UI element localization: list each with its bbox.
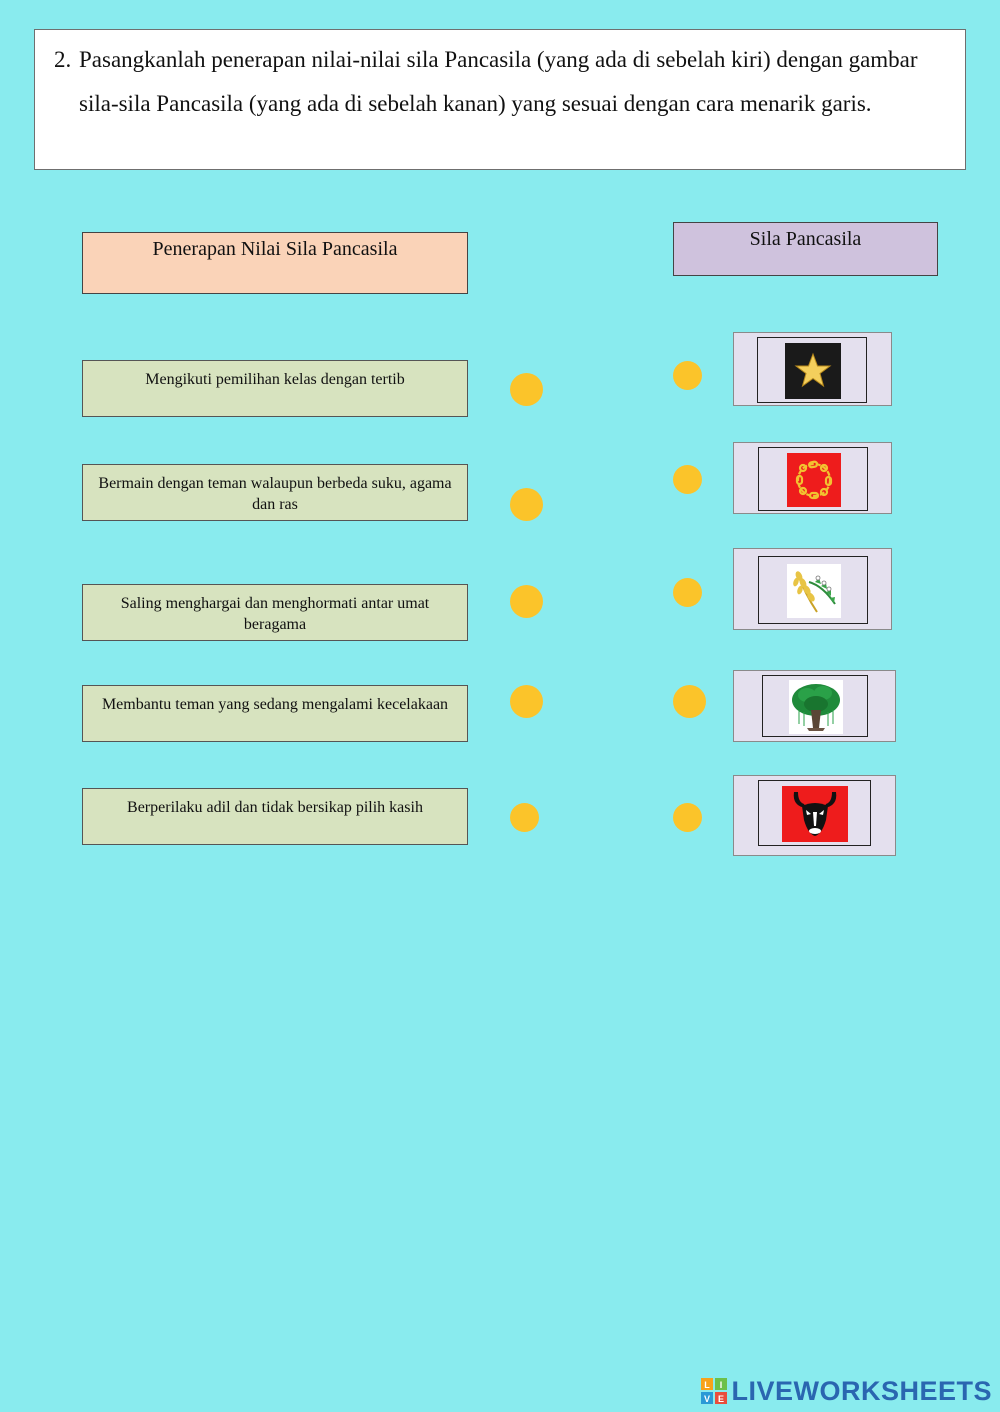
left-item-4: Membantu teman yang sedang mengalami kecelakaan	[82, 685, 468, 742]
left-match-dot-4[interactable]	[510, 685, 543, 718]
left-item-5: Berperilaku adil dan tidak bersikap pilih kasih	[82, 788, 468, 845]
logo-letter-i: I	[720, 1380, 723, 1390]
left-item-1: Mengikuti pemilihan kelas dengan tertib	[82, 360, 468, 417]
right-match-dot-1[interactable]	[673, 361, 702, 390]
rice-cotton-icon	[787, 564, 841, 618]
right-match-dot-4[interactable]	[673, 685, 706, 718]
instruction-number: 2.	[54, 47, 72, 72]
right-match-dot-2[interactable]	[673, 465, 702, 494]
symbol-frame-3	[758, 556, 868, 624]
instruction-text: Pasangkanlah penerapan nilai-nilai sila Pancasila (yang ada di sebelah kiri) dengan gambar sila-sila Pancasila (yang ada di sebelah kanan) yang sesuai dengan cara menarik garis.	[79, 47, 918, 116]
left-match-dot-5[interactable]	[510, 803, 539, 832]
symbol-card-5	[733, 775, 896, 856]
right-match-dot-5[interactable]	[673, 803, 702, 832]
banyan-tree-icon	[789, 680, 843, 734]
symbol-frame-5	[758, 780, 871, 846]
logo-letter-e: E	[718, 1394, 725, 1404]
symbol-card-1	[733, 332, 892, 406]
instruction-box	[34, 29, 966, 170]
logo-letter-l: L	[704, 1380, 711, 1390]
footer-brand	[701, 1376, 992, 1406]
brand-name: LIVEWORKSHEETS	[731, 1375, 992, 1406]
symbol-card-3	[733, 548, 892, 630]
right-column-header: Sila Pancasila	[673, 222, 938, 276]
left-item-2: Bermain dengan teman walaupun berbeda suku, agama dan ras	[82, 464, 468, 521]
right-match-dot-3[interactable]	[673, 578, 702, 607]
symbol-frame-4	[762, 675, 868, 737]
left-match-dot-2[interactable]	[510, 488, 543, 521]
symbol-card-2	[733, 442, 892, 514]
logo-letter-v: V	[704, 1394, 711, 1404]
chain-icon	[787, 453, 841, 507]
left-item-3: Saling menghargai dan menghormati antar umat beragama	[82, 584, 468, 641]
symbol-frame-1	[757, 337, 867, 403]
symbol-frame-2	[758, 447, 868, 511]
bull-head-icon	[782, 786, 848, 842]
liveworksheets-logo-icon	[701, 1378, 727, 1404]
left-column-header: Penerapan Nilai Sila Pancasila	[82, 232, 468, 294]
left-match-dot-1[interactable]	[510, 373, 543, 406]
symbol-card-4	[733, 670, 896, 742]
star-icon	[785, 343, 841, 399]
left-match-dot-3[interactable]	[510, 585, 543, 618]
